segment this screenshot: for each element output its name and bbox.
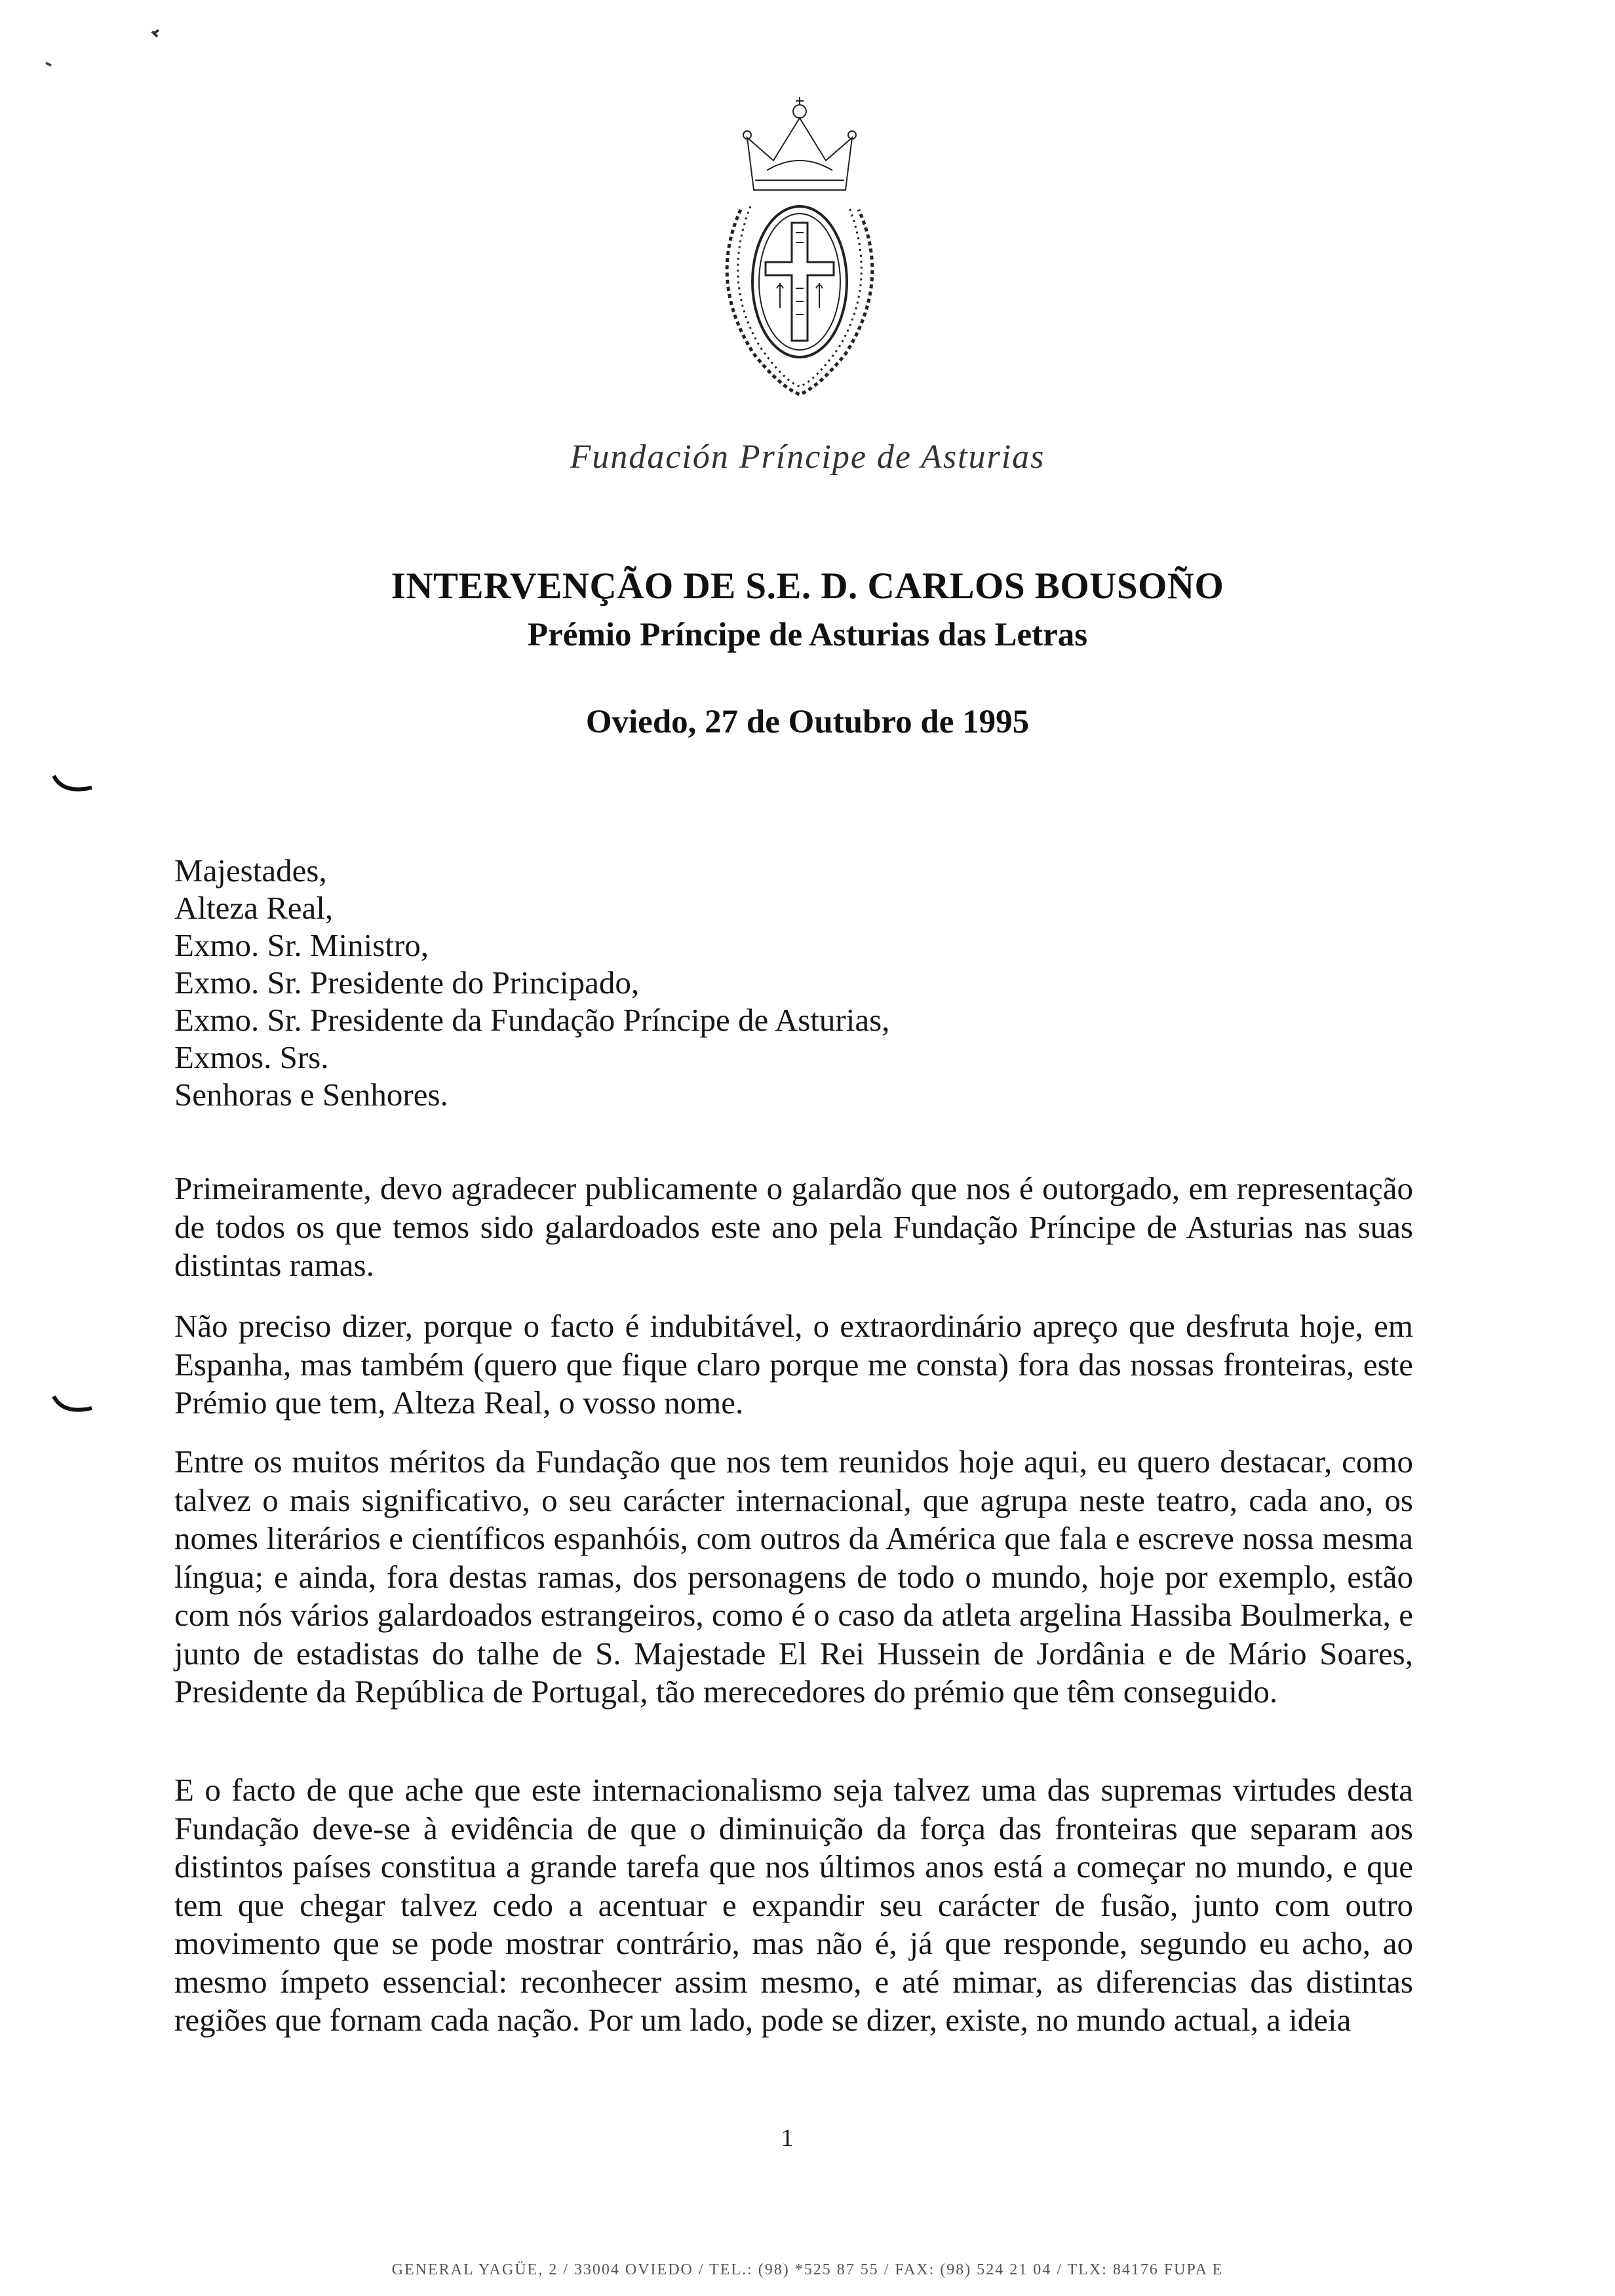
body-paragraph: Entre os muitos méritos da Fundação que nos tem reunidos hoje aqui, eu quero destacar, como talvez o mais significativo, o seu carácter internacional, que agrupa neste teatro, cada ano, os nomes literários e científicos espanhóis, com outros da América que fala e escreve nossa mesma língua; e ainda, fora destas ramas, dos personagens de todo o mundo, hoje por exemplo, estão com nós vários galardoados estrangeiros, como é o caso da atleta argelina Hassiba Boulmerka, e junto de estadistas do talhe de S. Majestade El Rei Hussein de Jordânia e de Mário Soares, Presidente da República de Portugal, tão merecedores do prémio que têm conseguido. <box>174 1444 1413 1710</box>
place-date: Oviedo, 27 de Outubro de 1995 <box>585 704 1030 740</box>
salutation-line: Exmo. Sr. Presidente da Fundação Príncipe de Asturias, <box>174 1002 890 1038</box>
salutation-list <box>174 852 889 1113</box>
salutation-line: Exmo. Sr. Ministro, <box>174 927 429 963</box>
body-paragraph: Primeiramente, devo agradecer publicamente o galardão que nos é outorgado, em representação de todos os que temos sido galardoados este ano pela Fundação Príncipe de Asturias nas suas distintas ramas. <box>174 1170 1413 1283</box>
salutation-line: Senhoras e Senhores. <box>174 1077 448 1113</box>
letterhead-footer: GENERAL YAGÜE, 2 / 33004 OVIEDO / TEL.: (98) *525 87 55 / FAX: (98) 524 21 04 / TLX: 84176 FUPA E <box>391 2261 1224 2278</box>
punch-hole-mark <box>50 772 96 798</box>
body-paragraph: Não preciso dizer, porque o facto é indubitável, o extraordinário apreço que desfruta hoje, em Espanha, mas também (quero que fique claro porque me consta) fora das nossas fronteiras, este Prémio que tem, Alteza Real, o vosso nome. <box>174 1308 1413 1421</box>
award-subtitle: Prémio Príncipe de Asturias das Letras <box>527 617 1088 653</box>
salutation-line: Exmo. Sr. Presidente do Principado, <box>174 965 640 1001</box>
page-number: 1 <box>781 2124 794 2152</box>
scan-mark <box>43 58 56 71</box>
foundation-name: Fundación Príncipe de Asturias <box>570 438 1045 476</box>
punch-hole-mark <box>50 1392 96 1419</box>
coat-of-arms-icon <box>682 92 918 406</box>
salutation-line: Alteza Real, <box>174 890 334 926</box>
scan-mark <box>146 26 165 46</box>
body-paragraph: E o facto de que ache que este internacionalismo seja talvez uma das supremas virtudes desta Fundação deve-se à evidência de que o diminuição da força das fronteiras que separam aos distintos países constitua a grande tarefa que nos últimos anos está a começar no mundo, e que tem que chegar talvez cedo a acentuar e expandir seu carácter de fusão, junto com outro movimento que se pode mostrar contrário, mas não é, já que responde, segundo eu acho, ao mesmo ímpeto essencial: reconhecer assim mesmo, e até mimar, as diferencias das distintas regiões que fornam cada nação. Por um lado, pode se dizer, existe, no mundo actual, a ideia <box>174 1772 1413 2038</box>
salutation-line: Majestades, <box>174 852 327 889</box>
salutation-line: Exmos. Srs. <box>174 1039 329 1075</box>
speech-title: INTERVENÇÃO DE S.E. D. CARLOS BOUSOÑO <box>391 565 1224 607</box>
